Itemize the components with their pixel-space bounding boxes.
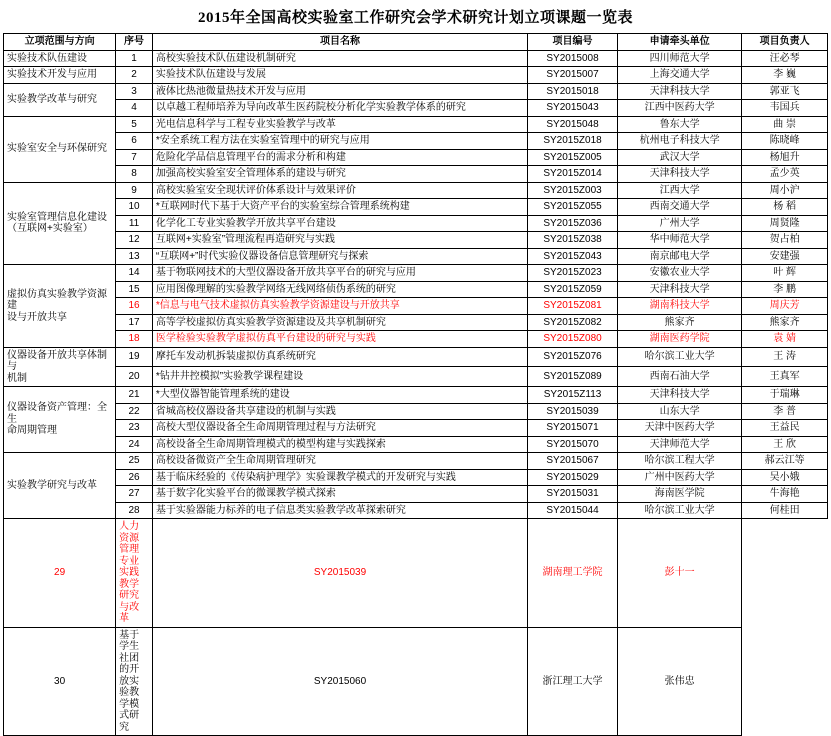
scope-cell: 仪器设备开放共享体制与 机制 <box>4 347 116 387</box>
table-row <box>4 627 828 736</box>
table-row <box>4 166 828 183</box>
cell-project-name: 基于物联网技术的大型仪器设备开放共享平台的研究与应用 <box>152 265 527 282</box>
cell-no: 6 <box>116 133 153 150</box>
cell-person: 汪必琴 <box>742 50 828 67</box>
cell-unit: 安徽农业大学 <box>617 265 741 282</box>
cell-unit: 天津科技大学 <box>617 166 741 183</box>
cell-person: 李 普 <box>742 403 828 420</box>
cell-unit: 哈尔滨工程大学 <box>617 453 741 470</box>
cell-unit: 四川师范大学 <box>617 50 741 67</box>
cell-project-name: 摩托车发动机拆装虚拟仿真系统研究 <box>152 347 527 367</box>
table-row <box>4 519 828 628</box>
cell-person: 孟少英 <box>742 166 828 183</box>
cell-no: 29 <box>4 519 116 628</box>
cell-no: 27 <box>116 486 153 503</box>
cell-person: 熊家齐 <box>742 314 828 331</box>
cell-person: 王 欣 <box>742 436 828 453</box>
cell-project-name: 实验技术队伍建设与发展 <box>152 67 527 84</box>
page-title: 2015年全国高校实验室工作研究会学术研究计划立项课题一览表 <box>197 10 633 26</box>
cell-project-name: *信息与电气技术虚拟仿真实验教学资源建设与开放共享 <box>152 298 527 315</box>
cell-project-name: 化学化工专业实验教学开放共享平台建设 <box>152 215 527 232</box>
cell-no: 24 <box>116 436 153 453</box>
scope-cell: 实验技术开发与应用 <box>4 67 116 84</box>
header-person: 项目负责人 <box>742 34 828 51</box>
cell-project-name: 液体比热池微量热技术开发与应用 <box>152 83 527 100</box>
cell-no: 22 <box>116 403 153 420</box>
table-row <box>4 116 828 133</box>
cell-no: 23 <box>116 420 153 437</box>
table-row <box>4 486 828 503</box>
cell-no: 4 <box>116 100 153 117</box>
cell-no: 25 <box>116 453 153 470</box>
cell-person: 杨 稻 <box>742 199 828 216</box>
cell-project-code: SY2015Z014 <box>528 166 618 183</box>
cell-person: 张伟忠 <box>617 627 741 736</box>
cell-no: 1 <box>116 50 153 67</box>
cell-person: 牛海艳 <box>742 486 828 503</box>
cell-person: 李 鹏 <box>742 281 828 298</box>
cell-project-name: 危险化学品信息管理平台的需求分析和构建 <box>152 149 527 166</box>
table-row <box>4 232 828 249</box>
cell-person: 贺占柏 <box>742 232 828 249</box>
cell-person: 王益民 <box>742 420 828 437</box>
cell-project-name: 人力资源管理专业实践教学研究与改革 <box>116 519 153 628</box>
header-project-code: 项目编号 <box>528 34 618 51</box>
scope-cell: 实验室管理信息化建设 （互联网+实验室） <box>4 182 116 265</box>
cell-person: 何桂田 <box>742 502 828 519</box>
cell-project-code: SY2015031 <box>528 486 618 503</box>
cell-no: 9 <box>116 182 153 199</box>
cell-unit: 南京邮电大学 <box>617 248 741 265</box>
cell-no: 30 <box>4 627 116 736</box>
cell-no: 18 <box>116 331 153 348</box>
cell-project-code: SY2015Z003 <box>528 182 618 199</box>
scope-cell: 实验教学改革与研究 <box>4 83 116 116</box>
table-row <box>4 502 828 519</box>
table-row <box>4 133 828 150</box>
cell-project-code: SY2015Z043 <box>528 248 618 265</box>
cell-unit: 哈尔滨工业大学 <box>617 502 741 519</box>
cell-unit: 海南医学院 <box>617 486 741 503</box>
cell-unit: 杭州电子科技大学 <box>617 133 741 150</box>
cell-project-name: 高校设备全生命周期管理模式的模型构建与实践探索 <box>152 436 527 453</box>
cell-project-code: SY2015048 <box>528 116 618 133</box>
cell-project-name: 高校设备微资产全生命周期管理研究 <box>152 453 527 470</box>
cell-person: 周小沪 <box>742 182 828 199</box>
cell-project-code: SY2015Z080 <box>528 331 618 348</box>
cell-person: 郭亚飞 <box>742 83 828 100</box>
table-row <box>4 100 828 117</box>
table-row <box>4 314 828 331</box>
cell-project-name: 应用图像理解的实验教学网络无线网络侦伪系统的研究 <box>152 281 527 298</box>
cell-project-code: SY2015039 <box>528 403 618 420</box>
cell-project-code: SY2015060 <box>152 627 527 736</box>
cell-person: 于瑞琳 <box>742 387 828 404</box>
header-unit: 申请牵头单位 <box>617 34 741 51</box>
cell-project-name: 基于学生社团的开放实验教学模式研究 <box>116 627 153 736</box>
cell-no: 2 <box>116 67 153 84</box>
cell-project-code: SY2015Z059 <box>528 281 618 298</box>
table-row <box>4 265 828 282</box>
cell-no: 14 <box>116 265 153 282</box>
cell-person: 吴小娥 <box>742 469 828 486</box>
table-row <box>4 387 828 404</box>
cell-project-name: 基于数字化实验平台的微课教学模式探索 <box>152 486 527 503</box>
project-list-table <box>3 33 828 736</box>
table-row <box>4 453 828 470</box>
cell-person: 曲 崇 <box>742 116 828 133</box>
cell-person: 杨旭升 <box>742 149 828 166</box>
cell-no: 5 <box>116 116 153 133</box>
table-row <box>4 420 828 437</box>
table-row <box>4 83 828 100</box>
cell-project-code: SY2015071 <box>528 420 618 437</box>
cell-project-name: 互联网+实验室”管理流程再造研究与实践 <box>152 232 527 249</box>
cell-project-name: *互联网时代下基于大资产平台的实验室综合管理系统构建 <box>152 199 527 216</box>
table-body <box>4 50 828 736</box>
cell-no: 19 <box>116 347 153 367</box>
cell-unit: 湖南科技大学 <box>617 298 741 315</box>
cell-no: 7 <box>116 149 153 166</box>
cell-unit: 华中师范大学 <box>617 232 741 249</box>
scope-cell: 实验教学研究与改革 <box>4 453 116 519</box>
cell-person: 李 巍 <box>742 67 828 84</box>
cell-project-code: SY2015Z081 <box>528 298 618 315</box>
cell-unit: 天津科技大学 <box>617 387 741 404</box>
cell-project-name: *大型仪器智能管理系统的建设 <box>152 387 527 404</box>
cell-no: 3 <box>116 83 153 100</box>
header-no: 序号 <box>116 34 153 51</box>
cell-unit: 江西大学 <box>617 182 741 199</box>
cell-person: 袁 婧 <box>742 331 828 348</box>
cell-no: 21 <box>116 387 153 404</box>
scope-cell: 虚拟仿真实验教学资源建 设与开放共享 <box>4 265 116 348</box>
cell-project-name: 基于实验器能力标养的电子信息类实验教学改革探索研究 <box>152 502 527 519</box>
cell-unit: 湖南医药学院 <box>617 331 741 348</box>
cell-project-name: 高校实验室安全现状评价体系设计与效果评价 <box>152 182 527 199</box>
cell-project-code: SY2015Z113 <box>528 387 618 404</box>
cell-unit: 武汉大学 <box>617 149 741 166</box>
table-row <box>4 403 828 420</box>
header-project-name: 项目名称 <box>152 34 527 51</box>
cell-no: 10 <box>116 199 153 216</box>
cell-project-name: 以卓越工程师培养为导向改革生医药院校分析化学实验教学体系的研究 <box>152 100 527 117</box>
cell-person: 周庆芳 <box>742 298 828 315</box>
cell-no: 11 <box>116 215 153 232</box>
cell-person: 周贤隆 <box>742 215 828 232</box>
cell-unit: 天津科技大学 <box>617 281 741 298</box>
table-row <box>4 469 828 486</box>
cell-project-code: SY2015007 <box>528 67 618 84</box>
cell-unit: 湖南理工学院 <box>528 519 618 628</box>
cell-project-code: SY2015Z055 <box>528 199 618 216</box>
cell-person: 郝云江等 <box>742 453 828 470</box>
cell-unit: 浙江理工大学 <box>528 627 618 736</box>
table-row <box>4 149 828 166</box>
cell-project-code: SY2015Z082 <box>528 314 618 331</box>
table-row <box>4 215 828 232</box>
scope-cell: 仪器设备资产管理：全生 命周期管理 <box>4 387 116 453</box>
cell-project-code: SY2015Z023 <box>528 265 618 282</box>
cell-person: 彭十一 <box>617 519 741 628</box>
header-scope: 立项范围与方向 <box>4 34 116 51</box>
table-row <box>4 367 828 387</box>
cell-unit: 江西中医药大学 <box>617 100 741 117</box>
cell-person: 陈晓峰 <box>742 133 828 150</box>
cell-unit: 西南交通大学 <box>617 199 741 216</box>
cell-project-code: SY2015018 <box>528 83 618 100</box>
cell-project-code: SY2015067 <box>528 453 618 470</box>
cell-unit: 哈尔滨工业大学 <box>617 347 741 367</box>
cell-no: 15 <box>116 281 153 298</box>
cell-project-name: 高等学校虚拟仿真实验教学资源建设及共享机制研究 <box>152 314 527 331</box>
cell-project-code: SY2015Z005 <box>528 149 618 166</box>
cell-project-name: *安全系统工程方法在实验室管理中的研究与应用 <box>152 133 527 150</box>
cell-project-name: *钻井井控模拟”实验教学课程建设 <box>152 367 527 387</box>
cell-no: 26 <box>116 469 153 486</box>
cell-person: 安建强 <box>742 248 828 265</box>
cell-project-code: SY2015070 <box>528 436 618 453</box>
cell-project-name: 光电信息科学与工程专业实验教学与改革 <box>152 116 527 133</box>
cell-project-code: SY2015043 <box>528 100 618 117</box>
table-header-row <box>4 34 828 51</box>
table-row <box>4 347 828 367</box>
cell-project-code: SY2015029 <box>528 469 618 486</box>
cell-person: 王真军 <box>742 367 828 387</box>
cell-unit: 西南石油大学 <box>617 367 741 387</box>
cell-unit: 广州大学 <box>617 215 741 232</box>
cell-project-code: SY2015Z038 <box>528 232 618 249</box>
cell-project-name: 医学检验实验教学虚拟仿真平台建设的研究与实践 <box>152 331 527 348</box>
scope-cell: 实验技术队伍建设 <box>4 50 116 67</box>
cell-person: 韦国兵 <box>742 100 828 117</box>
cell-person: 王 涛 <box>742 347 828 367</box>
cell-project-code: SY2015044 <box>528 502 618 519</box>
cell-person: 叶 辉 <box>742 265 828 282</box>
cell-project-code: SY2015Z089 <box>528 367 618 387</box>
table-row <box>4 50 828 67</box>
cell-no: 28 <box>116 502 153 519</box>
cell-project-name: 高校实验技术队伍建设机制研究 <box>152 50 527 67</box>
cell-project-name: 基于临床经验的《传染病护理学》实验课教学模式的开发研究与实践 <box>152 469 527 486</box>
cell-project-code: SY2015Z036 <box>528 215 618 232</box>
table-row <box>4 248 828 265</box>
cell-unit: 天津师范大学 <box>617 436 741 453</box>
cell-project-code: SY2015039 <box>152 519 527 628</box>
scope-cell: 实验室安全与环保研究 <box>4 116 116 182</box>
table-row <box>4 182 828 199</box>
table-row <box>4 298 828 315</box>
cell-project-name: “互联网+”时代实验仪器设备信息管理研究与探索 <box>152 248 527 265</box>
table-row <box>4 281 828 298</box>
cell-no: 8 <box>116 166 153 183</box>
cell-unit: 山东大学 <box>617 403 741 420</box>
cell-no: 20 <box>116 367 153 387</box>
cell-unit: 熊家齐 <box>617 314 741 331</box>
cell-no: 17 <box>116 314 153 331</box>
cell-no: 13 <box>116 248 153 265</box>
table-row <box>4 331 828 348</box>
cell-unit: 上海交通大学 <box>617 67 741 84</box>
cell-project-code: SY2015Z018 <box>528 133 618 150</box>
cell-project-name: 省城高校仪器设备共享建设的机制与实践 <box>152 403 527 420</box>
cell-unit: 广州中医药大学 <box>617 469 741 486</box>
cell-project-name: 加强高校实验室安全管理体系的建设与研究 <box>152 166 527 183</box>
cell-unit: 鲁东大学 <box>617 116 741 133</box>
cell-unit: 天津中医药大学 <box>617 420 741 437</box>
cell-project-name: 高校大型仪器设备全生命周期管理过程与方法研究 <box>152 420 527 437</box>
table-row <box>4 67 828 84</box>
cell-no: 12 <box>116 232 153 249</box>
cell-project-code: SY2015Z076 <box>528 347 618 367</box>
cell-project-code: SY2015008 <box>528 50 618 67</box>
cell-unit: 天津科技大学 <box>617 83 741 100</box>
cell-no: 16 <box>116 298 153 315</box>
table-row <box>4 199 828 216</box>
table-row <box>4 436 828 453</box>
